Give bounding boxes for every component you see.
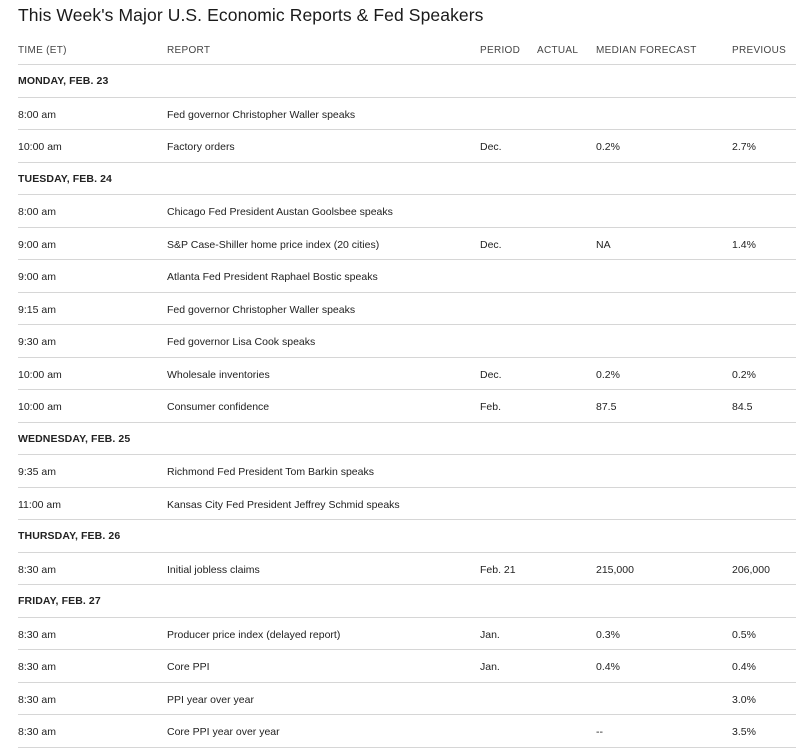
report-cell: PPI year over year: [167, 693, 254, 706]
report-cell: Kansas City Fed President Jeffrey Schmid speaks: [167, 498, 400, 511]
report-cell: Fed governor Christopher Waller speaks: [167, 108, 356, 121]
table-body: [18, 64, 796, 748]
table-row: [18, 454, 796, 487]
period-cell: Feb. 21: [480, 563, 516, 576]
report-cell: Core PPI year over year: [167, 726, 280, 738]
period-cell: Jan.: [480, 628, 500, 641]
period-cell: Dec.: [480, 238, 502, 251]
report-cell: Fed governor Lisa Cook speaks: [167, 336, 316, 348]
previous-cell: 0.4%: [732, 661, 756, 673]
header-time: TIME (ET): [18, 45, 67, 56]
median-forecast-cell: 0.2%: [596, 141, 620, 153]
median-forecast-cell: NA: [596, 238, 611, 251]
period-cell: Feb.: [480, 401, 502, 413]
report-cell: Initial jobless claims: [167, 563, 260, 576]
time-cell: 10:00 am: [18, 141, 62, 153]
previous-cell: 3.5%: [732, 726, 756, 738]
day-header-row: [18, 584, 796, 617]
table-row: [18, 129, 796, 162]
median-forecast-cell: 0.4%: [596, 661, 620, 673]
header-previous: PREVIOUS: [732, 45, 787, 56]
table-row: [18, 714, 796, 747]
day-label: WEDNESDAY, FEB. 25: [18, 432, 131, 445]
header-median-forecast: MEDIAN FORECAST: [596, 45, 697, 56]
day-header-row: [18, 422, 796, 455]
table-row: [18, 194, 796, 227]
table-row: [18, 552, 796, 585]
table-row: [18, 97, 796, 130]
previous-cell: 84.5: [732, 401, 753, 413]
median-forecast-cell: 87.5: [596, 401, 617, 413]
previous-cell: 1.4%: [732, 238, 756, 251]
period-cell: Jan.: [480, 661, 500, 673]
report-cell: Core PPI: [167, 661, 210, 673]
period-cell: Dec.: [480, 368, 502, 381]
day-label: FRIDAY, FEB. 27: [18, 595, 101, 607]
time-cell: 9:15 am: [18, 303, 56, 316]
time-cell: 8:00 am: [18, 108, 56, 121]
time-cell: 8:30 am: [18, 726, 56, 738]
previous-cell: 3.0%: [732, 693, 756, 706]
day-header-row: [18, 162, 796, 195]
time-cell: 8:30 am: [18, 693, 56, 706]
header-period: PERIOD: [480, 45, 521, 56]
time-cell: 8:30 am: [18, 563, 56, 576]
time-cell: 9:00 am: [18, 238, 56, 251]
median-forecast-cell: 215,000: [596, 563, 634, 576]
day-label: TUESDAY, FEB. 24: [18, 172, 112, 185]
previous-cell: 2.7%: [732, 141, 756, 153]
report-cell: Factory orders: [167, 141, 235, 153]
time-cell: 8:30 am: [18, 661, 56, 673]
time-cell: 11:00 am: [18, 498, 61, 511]
report-cell: Consumer confidence: [167, 401, 270, 413]
table-bottom-divider: [18, 747, 796, 748]
table-row: [18, 259, 796, 292]
report-cell: Wholesale inventories: [167, 368, 270, 381]
table-row: [18, 617, 796, 650]
table-row: [18, 487, 796, 520]
time-cell: 8:30 am: [18, 628, 56, 641]
time-cell: 10:00 am: [18, 401, 62, 413]
time-cell: 9:30 am: [18, 336, 56, 348]
time-cell: 10:00 am: [18, 368, 62, 381]
table-row: [18, 389, 796, 422]
header-report: REPORT: [167, 45, 211, 56]
table-header: [18, 40, 796, 64]
report-cell: S&P Case-Shiller home price index (20 cities): [167, 238, 380, 251]
report-cell: Atlanta Fed President Raphael Bostic speaks: [167, 271, 378, 283]
median-forecast-cell: 0.2%: [596, 368, 620, 381]
previous-cell: 206,000: [732, 563, 770, 576]
time-cell: 9:35 am: [18, 466, 56, 478]
report-cell: Richmond Fed President Tom Barkin speaks: [167, 466, 374, 478]
day-label: THURSDAY, FEB. 26: [18, 530, 121, 542]
table-row: [18, 649, 796, 682]
table-row: [18, 682, 796, 715]
table-row: [18, 292, 796, 325]
day-label: MONDAY, FEB. 23: [18, 75, 109, 87]
report-cell: Chicago Fed President Austan Goolsbee speaks: [167, 206, 393, 218]
table-row: [18, 357, 796, 390]
time-cell: 8:00 am: [18, 206, 56, 218]
day-header-row: [18, 519, 796, 552]
table-row: [18, 227, 796, 260]
period-cell: Dec.: [480, 141, 502, 153]
header-actual: ACTUAL: [537, 45, 579, 56]
previous-cell: 0.2%: [732, 368, 756, 381]
previous-cell: 0.5%: [732, 628, 756, 641]
median-forecast-cell: 0.3%: [596, 628, 620, 641]
page-title: This Week's Major U.S. Economic Reports & Fed Speakers: [18, 5, 484, 25]
report-cell: Producer price index (delayed report): [167, 628, 341, 641]
median-forecast-cell: --: [596, 726, 603, 738]
day-header-row: [18, 64, 796, 97]
table-row: [18, 324, 796, 357]
report-cell: Fed governor Christopher Waller speaks: [167, 303, 356, 316]
time-cell: 9:00 am: [18, 271, 56, 283]
